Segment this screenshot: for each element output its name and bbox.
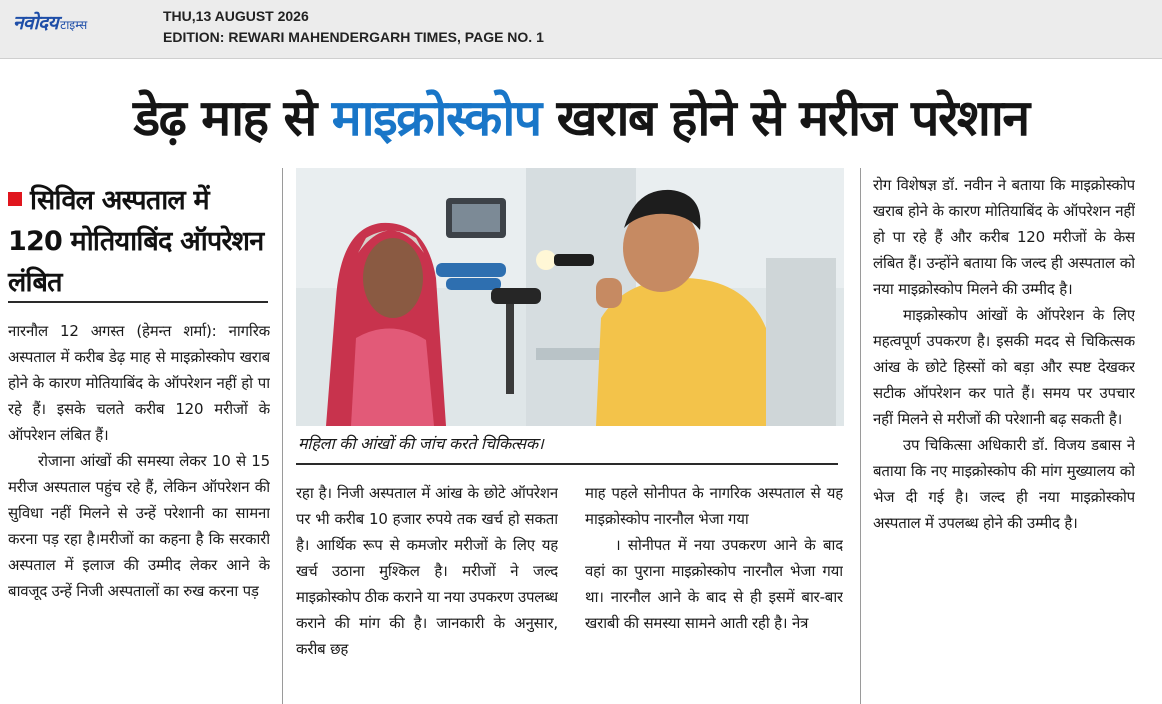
paragraph: माइक्रोस्कोप आंखों के ऑपरेशन के लिए महत्वपूर्ण उपकरण है। इसकी मदद से चिकित्सक आंख के छोटे हिस्सों को बड़ा और स्पष्ट देखकर सटीक ऑपरेशन कर पाते हैं। समय पर उपचार नहीं मिलने से मरीजों की परेशानी बढ़ सकती है।	[873, 306, 1135, 428]
column-divider	[860, 168, 861, 704]
subhead-text: सिविल अस्पताल में 120 मोतियाबिंद ऑपरेशन लंबित	[8, 185, 264, 298]
photo-illustration	[296, 168, 844, 426]
caption-divider	[296, 463, 838, 465]
article-subhead	[8, 180, 268, 303]
masthead-bar	[0, 0, 1162, 59]
paragraph: रोग विशेषज्ञ डॉ. नवीन ने बताया कि माइक्रोस्कोप खराब होने के कारण मोतियाबिंद के ऑपरेशन नहीं हो पा रहे हैं और करीब 120 मरीजों के केस लंबित हैं। उन्होंने बताया कि जल्द ही अस्पताल को नया माइक्रोस्कोप मिलने की उम्मीद है।	[873, 176, 1135, 298]
logo-main-text: नवोदय	[13, 12, 59, 34]
headline-part2: खराब होने से मरीज परेशान	[556, 89, 1029, 147]
paragraph: माह पहले सोनीपत के नागरिक अस्पताल से यह माइक्रोस्कोप नारनौल भेजा गया	[585, 484, 843, 528]
column-divider	[282, 168, 283, 704]
headline-highlight: माइक्रोस्कोप	[331, 89, 541, 147]
issue-date: THU,13 AUGUST 2026	[163, 8, 309, 24]
paragraph: नारनौल 12 अगस्त (हेमन्त शर्मा): नागरिक अस्पताल में करीब डेढ़ माह से माइक्रोस्कोप खराब होने के कारण मोतियाबिंद के ऑपरेशन नहीं हो पा रहे हैं। इसके चलते करीब 120 मरीजों के ऑपरेशन लंबित हैं।	[8, 322, 270, 444]
subhead-divider	[8, 301, 268, 303]
article-column-1	[8, 318, 270, 704]
newspaper-logo[interactable]	[13, 8, 138, 34]
logo-sub-text: टाइम्स	[60, 18, 88, 32]
paragraph: । सोनीपत में नया उपकरण आने के बाद वहां का पुराना माइक्रोस्कोप नारनौल भेजा गया था। नारनौल आने के बाद से ही इसमें बार-बार खराबी की समस्या सामने आती रही है। नेत्र	[585, 536, 843, 632]
article-column-2	[296, 480, 558, 704]
paragraph: रहा है। निजी अस्पताल में आंख के छोटे ऑपरेशन पर भी करीब 10 हजार रुपये तक खर्च हो सकता है। आर्थिक रूप से कमजोर मरीजों के लिए यह खर्च उठाना मुश्किल है। मरीजों ने जल्द माइक्रोस्कोप ठीक कराने या नया उपकरण उपलब्ध कराने की मांग की है। जानकारी के अनुसार, करीब छह	[296, 484, 558, 658]
news-photo	[296, 168, 844, 426]
article-column-3	[585, 480, 843, 704]
article-column-4	[873, 172, 1135, 704]
article-headline	[0, 76, 1162, 160]
paragraph: उप चिकित्सा अधिकारी डॉ. विजय डबास ने बताया कि नए माइक्रोस्कोप की मांग मुख्यालय को भेज दी गई है। जल्द ही नया माइक्रोस्कोप अस्पताल में उपलब्ध होने की उम्मीद है।	[873, 436, 1135, 532]
red-bullet-icon	[8, 192, 22, 206]
edition-info: EDITION: REWARI MAHENDERGARH TIMES, PAGE NO. 1	[163, 29, 544, 45]
headline-part1: डेढ़ माह से	[133, 89, 316, 147]
photo-caption: महिला की आंखों की जांच करते चिकित्सक।	[298, 434, 544, 453]
paragraph: रोजाना आंखों की समस्या लेकर 10 से 15 मरीज अस्पताल पहुंच रहे हैं, लेकिन ऑपरेशन की सुविधा नहीं मिलने से उन्हें परेशानी का सामना करना पड़ रहा है।मरीजों का कहना है कि सरकारी अस्पताल में इलाज की उम्मीद लेकर आने के बावजूद उन्हें निजी अस्पतालों का रुख करना पड़	[8, 452, 270, 600]
